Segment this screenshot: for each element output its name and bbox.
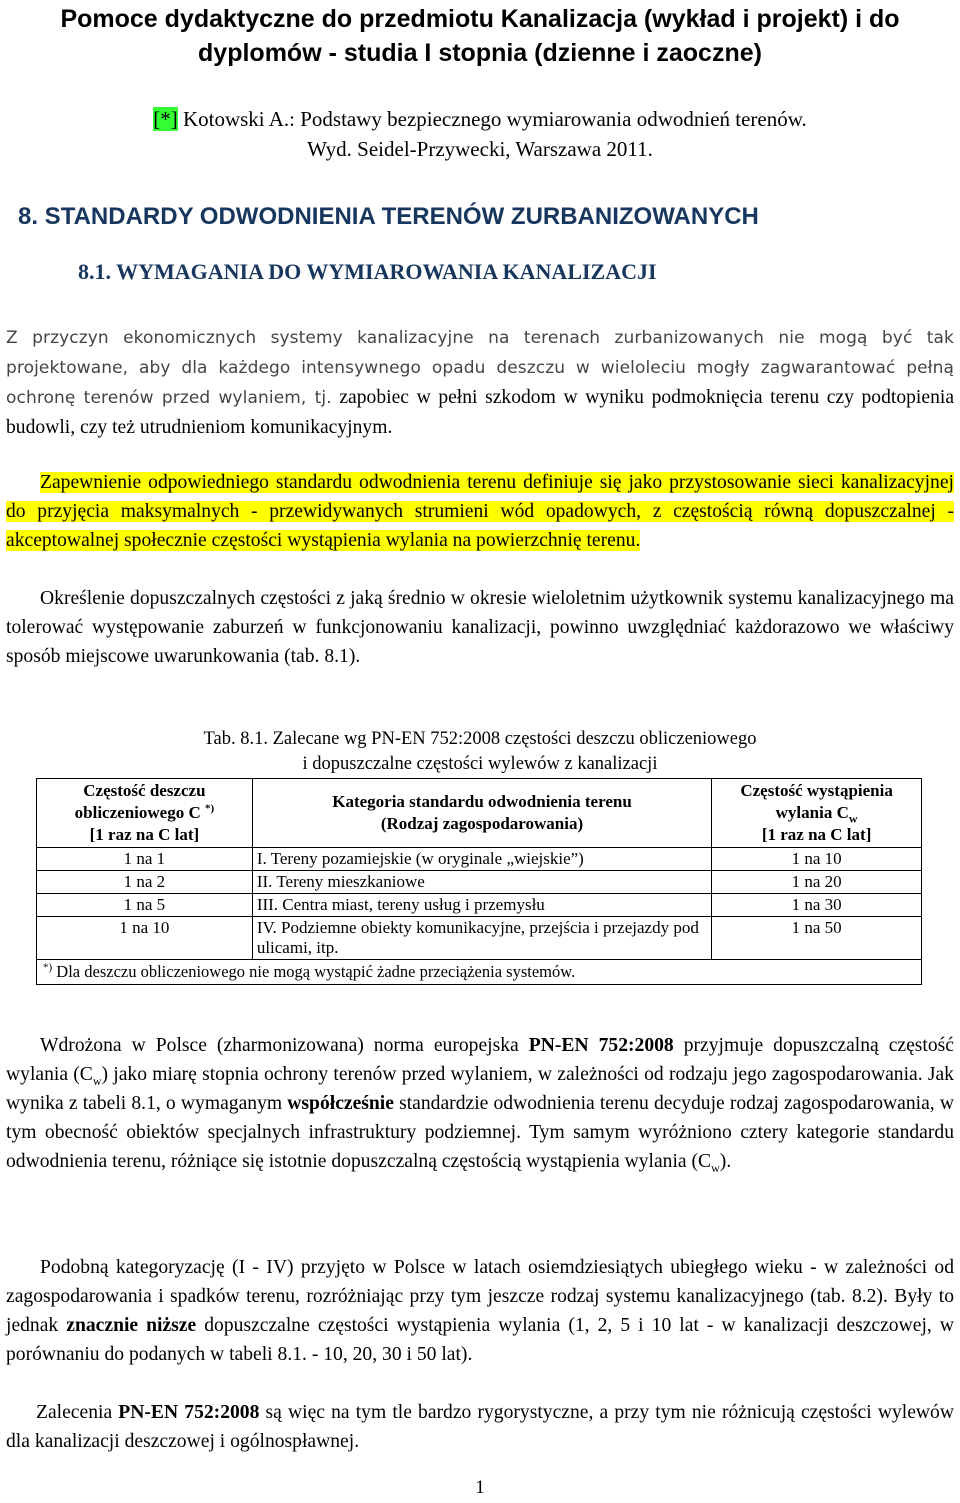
header-rain-frequency: Częstość deszczu obliczeniowego C *) [1 raz na C lat]: [37, 779, 253, 848]
cell-category: IV. Podziemne obiekty komunikacyjne, przejścia i przejazdy pod ulicami, itp.: [252, 917, 711, 960]
cell-flooding-frequency: 1 na 30: [712, 894, 922, 917]
cell-rain-frequency: 1 na 10: [37, 917, 253, 960]
header-flooding-frequency: Częstość wystąpienia wylania $C_w$ [1 raz na C lat]: [712, 779, 922, 848]
reference-text-line1: Kotowski A.: Podstawy bezpiecznego wymiarowania odwodnień terenów.: [177, 107, 807, 131]
cell-category: II. Tereny mieszkaniowe: [252, 871, 711, 894]
cell-flooding-frequency: 1 na 50: [712, 917, 922, 960]
reference-marker: [*]: [153, 107, 178, 131]
paragraph-standard-norm: Wdrożona w Polsce (zharmonizowana) norma europejska PN-EN 752:2008 przyjmuje dopuszczalną częstość wylania $(C_w)$ jako miarę stopnia ochrony terenów przed wylaniem, w zależności od rodzaju jego zagospodarowania. Jak wynika z tabeli 8.1, o wymaganym współcześnie standardzie odwodnienia terenu decyduje rodzaj zagospodarowania, w tym obecność obiektów specjalnych infrastruktury podziemnej. Tym samym wyróżniono cztery kategorie standardu odwodnienia terenu, różniące się istotnie dopuszczalną częstością wystąpienia wylania $(C_w)$.: [6, 1035, 954, 1175]
cell-category: I. Tereny pozamiejskie (w oryginale „wiejskie”): [252, 848, 711, 871]
cell-flooding-frequency: 1 na 10: [712, 848, 922, 871]
standards-table: [36, 778, 922, 985]
header-category: Kategoria standardu odwodnienia terenu (Rodzaj zagospodarowania): [252, 779, 711, 848]
table-caption: [40, 727, 920, 777]
reference-text-line2: Wyd. Seidel-Przywecki, Warszawa 2011.: [307, 137, 653, 161]
table-footnote-row: [37, 960, 922, 985]
cell-category: III. Centra miast, tereny usług i przemysłu: [252, 894, 711, 917]
paragraph-economic-tail: zapobiec w pełni szkodom w wyniku podmoknięcia terenu czy podtopienia budowli, czy też utrudnieniom komunikacyjnym.: [6, 387, 955, 438]
paragraph-categorization: Podobną kategoryzację (I - IV) przyjęto w Polsce w latach osiemdziesiątych ubiegłego wieku - w zależności od zagospodarowania i spadków terenu, rozróżniając przy tym jeszcze rodzaj systemu kanalizacyjnego (tab. 8.2). Były to jednak znacznie niższe dopuszczalne częstości wystąpienia wylania (1, 2, 5 i 10 lat - w kanalizacji deszczowej, w porównaniu do podanych w tabeli 8.1. - 10, 20, 30 i 50 lat).: [6, 1257, 954, 1365]
paragraph-recommendations: Zalecenia PN-EN 752:2008 są więc na tym tle bardzo rygorystyczne, a przy tym nie różnicują częstości wylewów dla kanalizacji deszczowej i ogólnospławnej.: [6, 1402, 955, 1452]
highlighted-definition: Zapewnienie odpowiedniego standardu odwodnienia terenu definiuje się jako przystosowanie sieci kanalizacyjnej do przyjęcia maksymalnych - przewidywanych strumieni wód opadowych, z częstością równą dopuszczalnej - akceptowalnej społecznie częstości wystąpienia wylania na powierzchnię terenu.: [6, 472, 954, 551]
section-heading: 8. STANDARDY ODWODNIENIA TERENÓW ZURBANIZOWANYCH: [18, 203, 759, 230]
table-row: [37, 894, 922, 917]
table-container: [36, 778, 922, 985]
paragraph-frequency: Określenie dopuszczalnych częstości z jaką średnio w okresie wieloletnim użytkownik systemu kanalizacyjnego ma tolerować występowanie zaburzeń w funkcjonowaniu kanalizacji, powinno uwzględniać każdorazowo we właściwy sposób miejscowe uwarunkowania (tab. 8.1).: [6, 588, 954, 667]
table-row: [37, 917, 922, 960]
table-caption-line1: Tab. 8.1. Zalecane wg PN-EN 752:2008 częstości deszczu obliczeniowego: [203, 729, 757, 749]
reference-citation: [30, 104, 930, 164]
cell-rain-frequency: 1 na 5: [37, 894, 253, 917]
table-footnote: *) Dla deszczu obliczeniowego nie mogą wystąpić żadne przeciążenia systemów.: [37, 960, 922, 985]
paragraph-standard-definition: [6, 468, 954, 555]
table-caption-line2: i dopuszczalne częstości wylewów z kanalizacji: [302, 754, 658, 774]
paragraph-economic: [6, 323, 954, 442]
page-number: 1: [475, 1477, 485, 1498]
cell-flooding-frequency: 1 na 20: [712, 871, 922, 894]
document-title: Pomoce dydaktyczne do przedmiotu Kanalizacja (wykład i projekt) i do dyplomów - studia I stopnia (dzienne i zaoczne): [60, 5, 900, 67]
table-header-row: [37, 779, 922, 848]
table-row: [37, 848, 922, 871]
paragraph-economic-main: Z przyczyn ekonomicznych systemy kanalizacyjne na terenach zurbanizowanych nie mogą być tak projektowane, aby dla każdego intensywnego opadu deszczu w wieloleciu mogły zagwarantować pełną ochronę terenów przed wylaniem, tj.: [6, 328, 954, 408]
subsection-heading: 8.1. WYMAGANIA DO WYMIAROWANIA KANALIZACJI: [78, 259, 657, 284]
cell-rain-frequency: 1 na 1: [37, 848, 253, 871]
cell-rain-frequency: 1 na 2: [37, 871, 253, 894]
table-row: [37, 871, 922, 894]
